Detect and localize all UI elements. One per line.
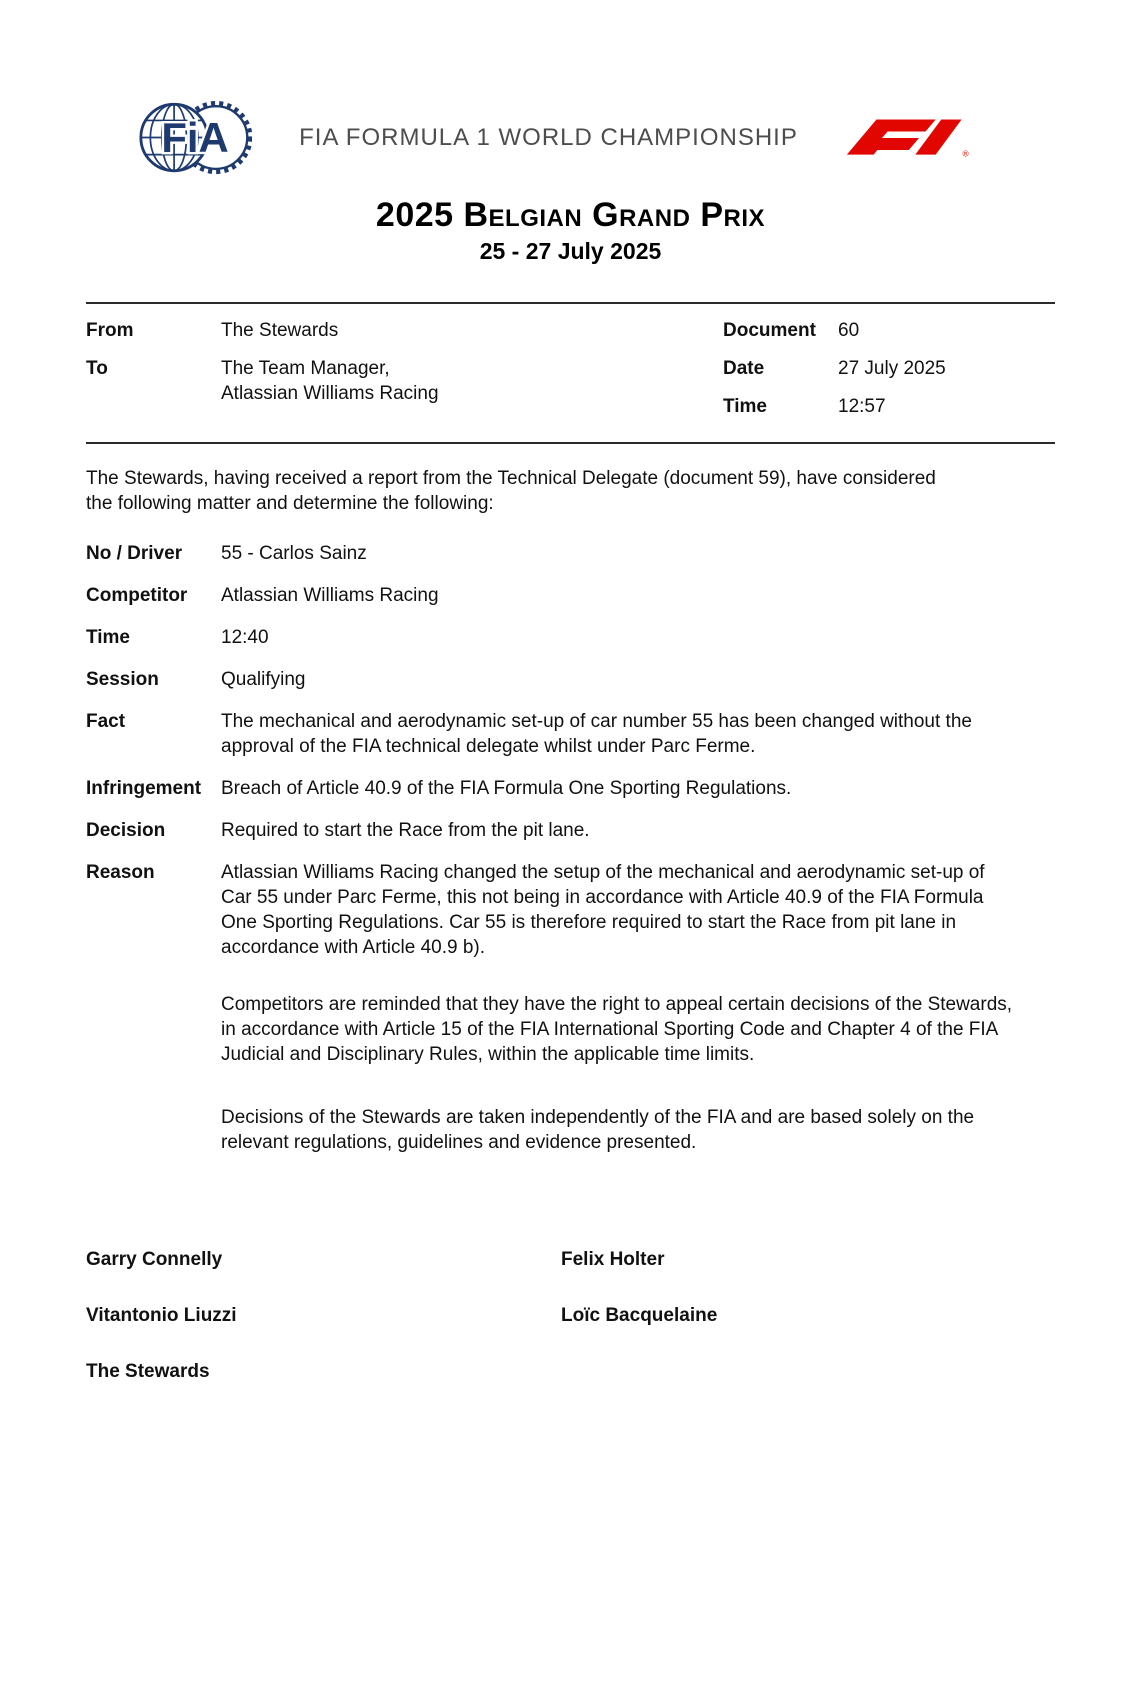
divider-bottom: [86, 442, 1055, 444]
fia-logo-icon: [138, 92, 252, 184]
driver-value: 55 - Carlos Sainz: [221, 543, 367, 564]
time-value: 12:57: [838, 396, 886, 417]
meta-row-from: [86, 318, 723, 343]
time-label: Time: [723, 396, 768, 417]
meta-table: [86, 304, 1055, 442]
field-row-decision: [86, 818, 1055, 843]
competitor-label: Competitor: [86, 585, 188, 606]
document-page: [0, 92, 1131, 1692]
decision-fields: [86, 541, 1055, 960]
reason-value: Atlassian Williams Racing changed the setup of the mechanical and aerodynamic set-up of Car 55 under Parc Ferme, this not being in accordance with Article 40.9 of the FIA Formula One Sporting Regulations. Car 55 is therefore required to start the Race from pit lane in accordance with Article 40.9 b).: [221, 862, 985, 958]
from-label: From: [86, 320, 134, 341]
field-row-reason: [86, 860, 1055, 960]
infringement-value: Breach of Article 40.9 of the FIA Formula One Sporting Regulations.: [221, 778, 792, 799]
meta-row-to: [86, 356, 723, 406]
signatures: [86, 1247, 1055, 1384]
fact-label: Fact: [86, 711, 126, 732]
session-label: Session: [86, 669, 159, 690]
appendix: [221, 992, 1016, 1155]
fia-logo-text: FiA: [161, 113, 229, 161]
decision-value: Required to start the Race from the pit lane.: [221, 820, 590, 841]
document-header: [86, 92, 1055, 184]
driver-label: No / Driver: [86, 543, 183, 564]
intro-paragraph: The Stewards, having received a report from the Technical Delegate (document 59), have considered the following matter and determine the following:: [86, 468, 936, 514]
field-row-competitor: [86, 583, 1055, 608]
session-time-value: 12:40: [221, 627, 269, 648]
infringement-label: Infringement: [86, 778, 202, 799]
title-block: [86, 196, 1055, 265]
signature-felix-holter: Felix Holter: [561, 1249, 665, 1270]
session-value: Qualifying: [221, 669, 306, 690]
championship-title: FIA FORMULA 1 WORLD CHAMPIONSHIP: [299, 124, 798, 151]
meta-row-time: [723, 394, 1055, 419]
signature-vitantonio-liuzzi: Vitantonio Liuzzi: [86, 1305, 237, 1326]
f1-registered-mark: ®: [962, 148, 969, 159]
reason-label: Reason: [86, 862, 155, 883]
competitor-value: Atlassian Williams Racing: [221, 585, 439, 606]
field-row-time: [86, 625, 1055, 650]
event-dates: 25 - 27 July 2025: [479, 238, 662, 264]
meta-row-document: [723, 318, 1055, 343]
field-row-fact: [86, 709, 1055, 759]
field-row-driver: [86, 541, 1055, 566]
session-time-label: Time: [86, 627, 131, 648]
signature-garry-connelly: Garry Connelly: [86, 1249, 223, 1270]
meta-row-date: [723, 356, 1055, 381]
to-label: To: [86, 358, 108, 379]
signature-footer-the-stewards: The Stewards: [86, 1361, 210, 1382]
f1-logo-icon: [845, 109, 969, 167]
appeal-rights-paragraph: Competitors are reminded that they have the right to appeal certain decisions of the Stewards, in accordance with Article 15 of the FIA International Sporting Code and Chapter 4 of the FIA Judicial and Disciplinary Rules, within the applicable time limits.: [221, 994, 1013, 1065]
document-number: 60: [838, 320, 860, 341]
date-value: 27 July 2025: [838, 358, 946, 379]
document-label: Document: [723, 320, 816, 341]
independence-paragraph: Decisions of the Stewards are taken independently of the FIA and are based solely on the relevant regulations, guidelines and evidence presented.: [221, 1107, 975, 1153]
signature-row-2: [86, 1303, 1055, 1328]
signature-loic-bacquelaine: Loïc Bacquelaine: [561, 1305, 718, 1326]
to-value: [221, 356, 723, 406]
field-row-session: [86, 667, 1055, 692]
field-row-infringement: [86, 776, 1055, 801]
fact-value: The mechanical and aerodynamic set-up of car number 55 has been changed without the approval of the FIA technical delegate whilst under Parc Ferme.: [221, 711, 972, 757]
from-value: The Stewards: [221, 320, 339, 341]
to-value-line2: Atlassian Williams Racing: [221, 383, 439, 404]
decision-label: Decision: [86, 820, 166, 841]
event-title: 2025 Belgian Grand Prix: [375, 196, 766, 234]
to-value-line1: The Team Manager,: [221, 358, 390, 379]
date-label: Date: [723, 358, 765, 379]
signature-row-1: [86, 1247, 1055, 1272]
